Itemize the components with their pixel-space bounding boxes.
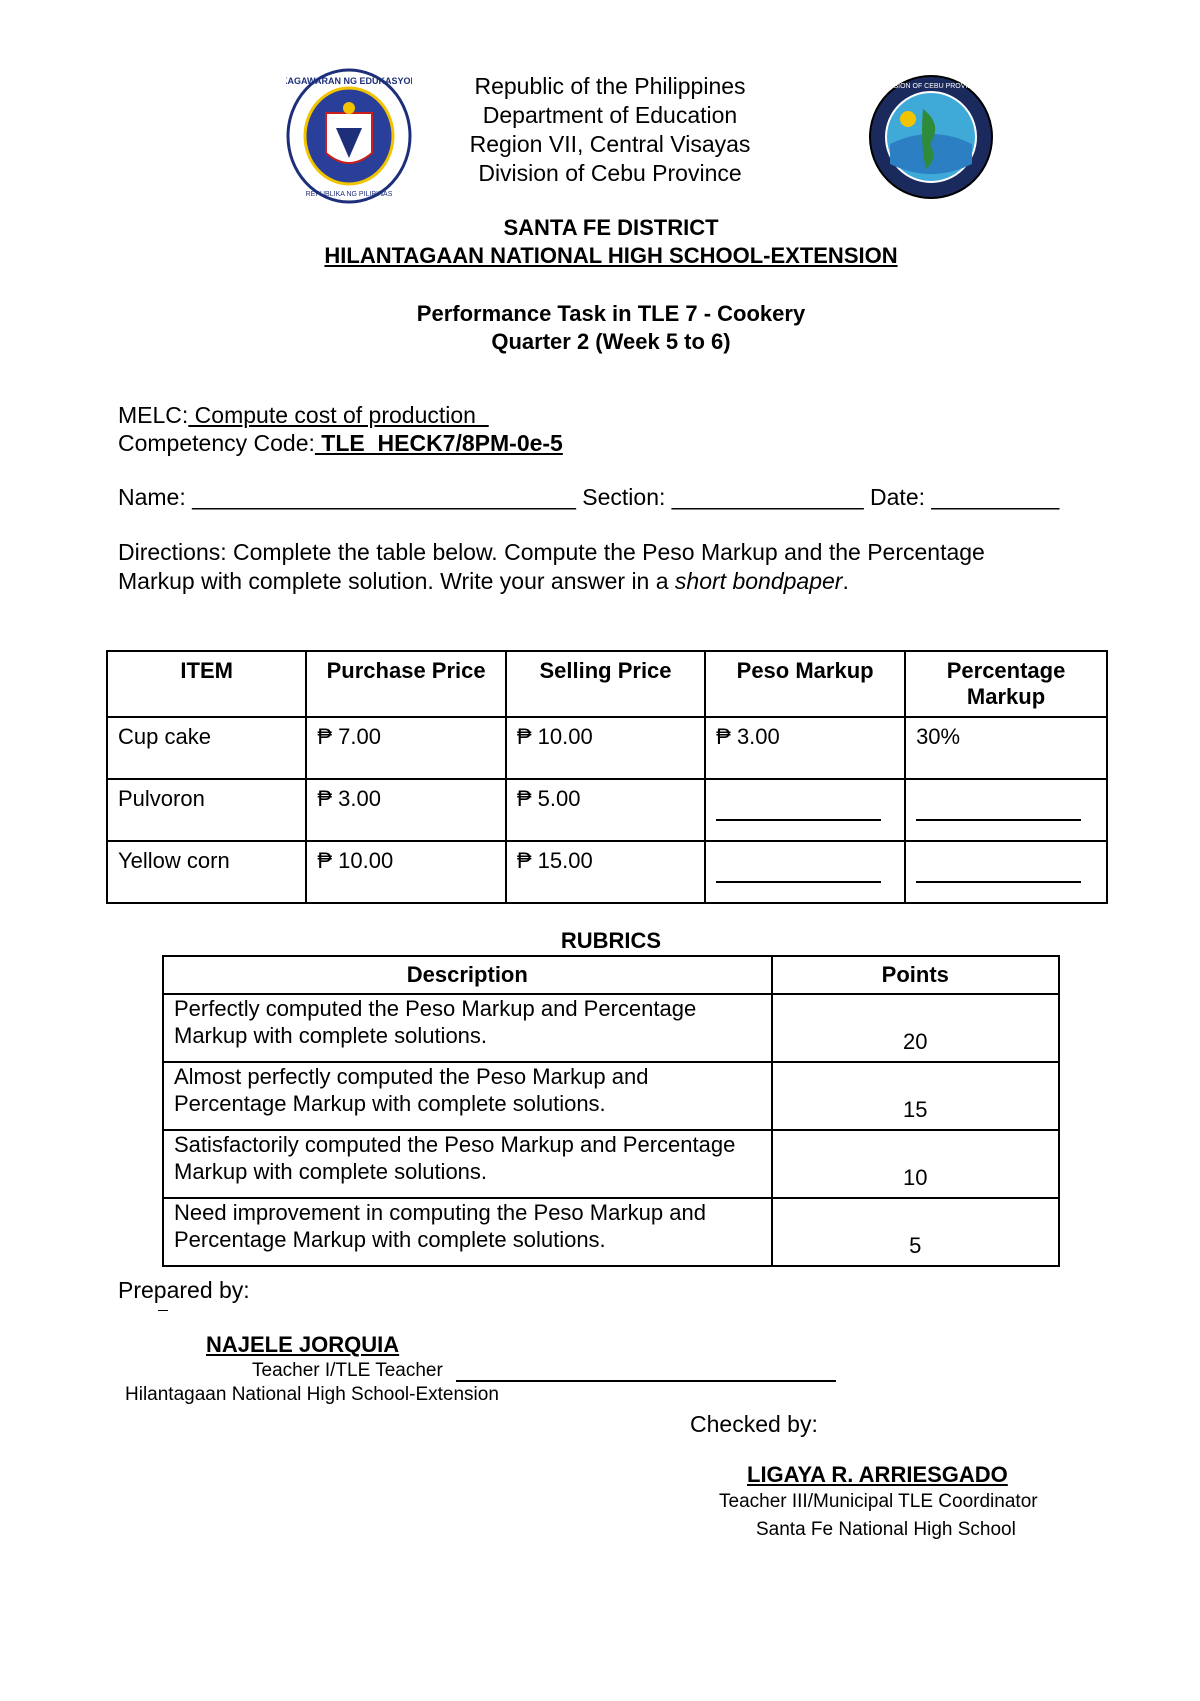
header-percentage-markup: Percentage Markup xyxy=(905,651,1107,717)
header-department: Department of Education xyxy=(482,102,738,128)
answer-blank xyxy=(716,855,881,883)
directions-text: Directions: Complete the table below. Compute the Peso Markup and the Percentage Markup with complete solution. Write your answer in a xyxy=(118,539,985,594)
preparer-role: Teacher I/TLE Teacher xyxy=(252,1360,443,1381)
table-row xyxy=(163,994,1059,1062)
competency-line xyxy=(118,430,563,457)
cebu-division-seal xyxy=(868,74,994,200)
table-row xyxy=(107,841,1107,903)
deped-seal xyxy=(286,68,412,204)
percentage-markup: 30% xyxy=(905,717,1107,779)
header-republic: Republic of the Philippines xyxy=(474,73,746,99)
svg-text:REPUBLIKA NG PILIPINAS: REPUBLIKA NG PILIPINAS xyxy=(305,191,393,198)
markup-table-header xyxy=(107,651,1107,717)
header-item: ITEM xyxy=(107,651,306,717)
office-header xyxy=(400,72,820,188)
table-row xyxy=(107,717,1107,779)
signature-mark xyxy=(158,1310,168,1311)
peso-markup-blank xyxy=(705,841,905,903)
table-row xyxy=(163,1198,1059,1266)
checker-role: Teacher III/Municipal TLE Coordinator xyxy=(719,1491,1038,1512)
student-info-fields: Name: ______________________________ Section: _______________ Date: __________ xyxy=(118,484,1060,510)
header-selling-price: Selling Price xyxy=(506,651,705,717)
rubrics-header xyxy=(163,956,1059,994)
header-peso-markup: Peso Markup xyxy=(705,651,905,717)
directions-emphasis: short bondpaper xyxy=(674,568,843,594)
selling-price: ₱ 15.00 xyxy=(506,841,705,903)
rubrics-table xyxy=(162,955,1060,1267)
table-row xyxy=(163,1062,1059,1130)
preparer-signature-line xyxy=(456,1380,836,1382)
competency-value: TLE_HECK7/8PM-0e-5 xyxy=(314,430,563,456)
answer-blank xyxy=(916,793,1081,821)
prepared-by-label: Prepared by: xyxy=(118,1277,250,1303)
checker-name: LIGAYA R. ARRIESGADO xyxy=(747,1462,1008,1487)
selling-price: ₱ 10.00 xyxy=(506,717,705,779)
svg-text:KAGAWARAN NG EDUKASYON: KAGAWARAN NG EDUKASYON xyxy=(286,76,412,86)
rubric-description: Need improvement in computing the Peso Markup and Percentage Markup with complete solutions. xyxy=(163,1198,772,1266)
answer-blank xyxy=(916,855,1081,883)
rubric-description: Almost perfectly computed the Peso Markup and Percentage Markup with complete solutions. xyxy=(163,1062,772,1130)
svg-text:DIVISION OF CEBU PROVINCE: DIVISION OF CEBU PROVINCE xyxy=(879,83,983,90)
header-region: Region VII, Central Visayas xyxy=(469,131,751,157)
item-name: Cup cake xyxy=(107,717,306,779)
header-description: Description xyxy=(163,956,772,994)
preparer-name: NAJELE JORQUIA xyxy=(206,1332,400,1357)
rubric-points: 20 xyxy=(772,994,1059,1062)
rubric-points: 15 xyxy=(772,1062,1059,1130)
melc-label: MELC: xyxy=(118,402,189,428)
answer-blank xyxy=(716,793,881,821)
rubric-points: 5 xyxy=(772,1198,1059,1266)
directions-end: . xyxy=(842,568,849,594)
melc-value: Compute cost of production xyxy=(188,402,489,428)
table-row xyxy=(107,779,1107,841)
rubric-description: Satisfactorily computed the Peso Markup and Percentage Markup with complete solutions. xyxy=(163,1130,772,1198)
markup-table xyxy=(106,650,1108,904)
item-name: Pulvoron xyxy=(107,779,306,841)
competency-label: Competency Code: xyxy=(118,430,315,456)
percentage-markup-blank xyxy=(905,841,1107,903)
rubric-description: Perfectly computed the Peso Markup and Percentage Markup with complete solutions. xyxy=(163,994,772,1062)
selling-price: ₱ 5.00 xyxy=(506,779,705,841)
purchase-price: ₱ 3.00 xyxy=(306,779,505,841)
header-points: Points xyxy=(772,956,1059,994)
table-row xyxy=(163,1130,1059,1198)
preparer-school: Hilantagaan National High School-Extension xyxy=(125,1384,499,1405)
header-purchase-price: Purchase Price xyxy=(306,651,505,717)
checker-school: Santa Fe National High School xyxy=(756,1519,1016,1540)
peso-markup: ₱ 3.00 xyxy=(705,717,905,779)
peso-markup-blank xyxy=(705,779,905,841)
task-title: Performance Task in TLE 7 - Cookery xyxy=(416,301,806,326)
header-division: Division of Cebu Province xyxy=(478,160,742,186)
rubrics-title: RUBRICS xyxy=(560,928,662,953)
melc-line xyxy=(118,402,489,429)
percentage-markup-blank xyxy=(905,779,1107,841)
district-name: SANTA FE DISTRICT xyxy=(503,215,719,240)
task-quarter: Quarter 2 (Week 5 to 6) xyxy=(491,329,731,354)
school-name: HILANTAGAAN NATIONAL HIGH SCHOOL-EXTENSION xyxy=(324,243,898,268)
item-name: Yellow corn xyxy=(107,841,306,903)
purchase-price: ₱ 7.00 xyxy=(306,717,505,779)
purchase-price: ₱ 10.00 xyxy=(306,841,505,903)
checked-by-label: Checked by: xyxy=(690,1411,818,1437)
rubric-points: 10 xyxy=(772,1130,1059,1198)
directions xyxy=(118,538,1058,596)
